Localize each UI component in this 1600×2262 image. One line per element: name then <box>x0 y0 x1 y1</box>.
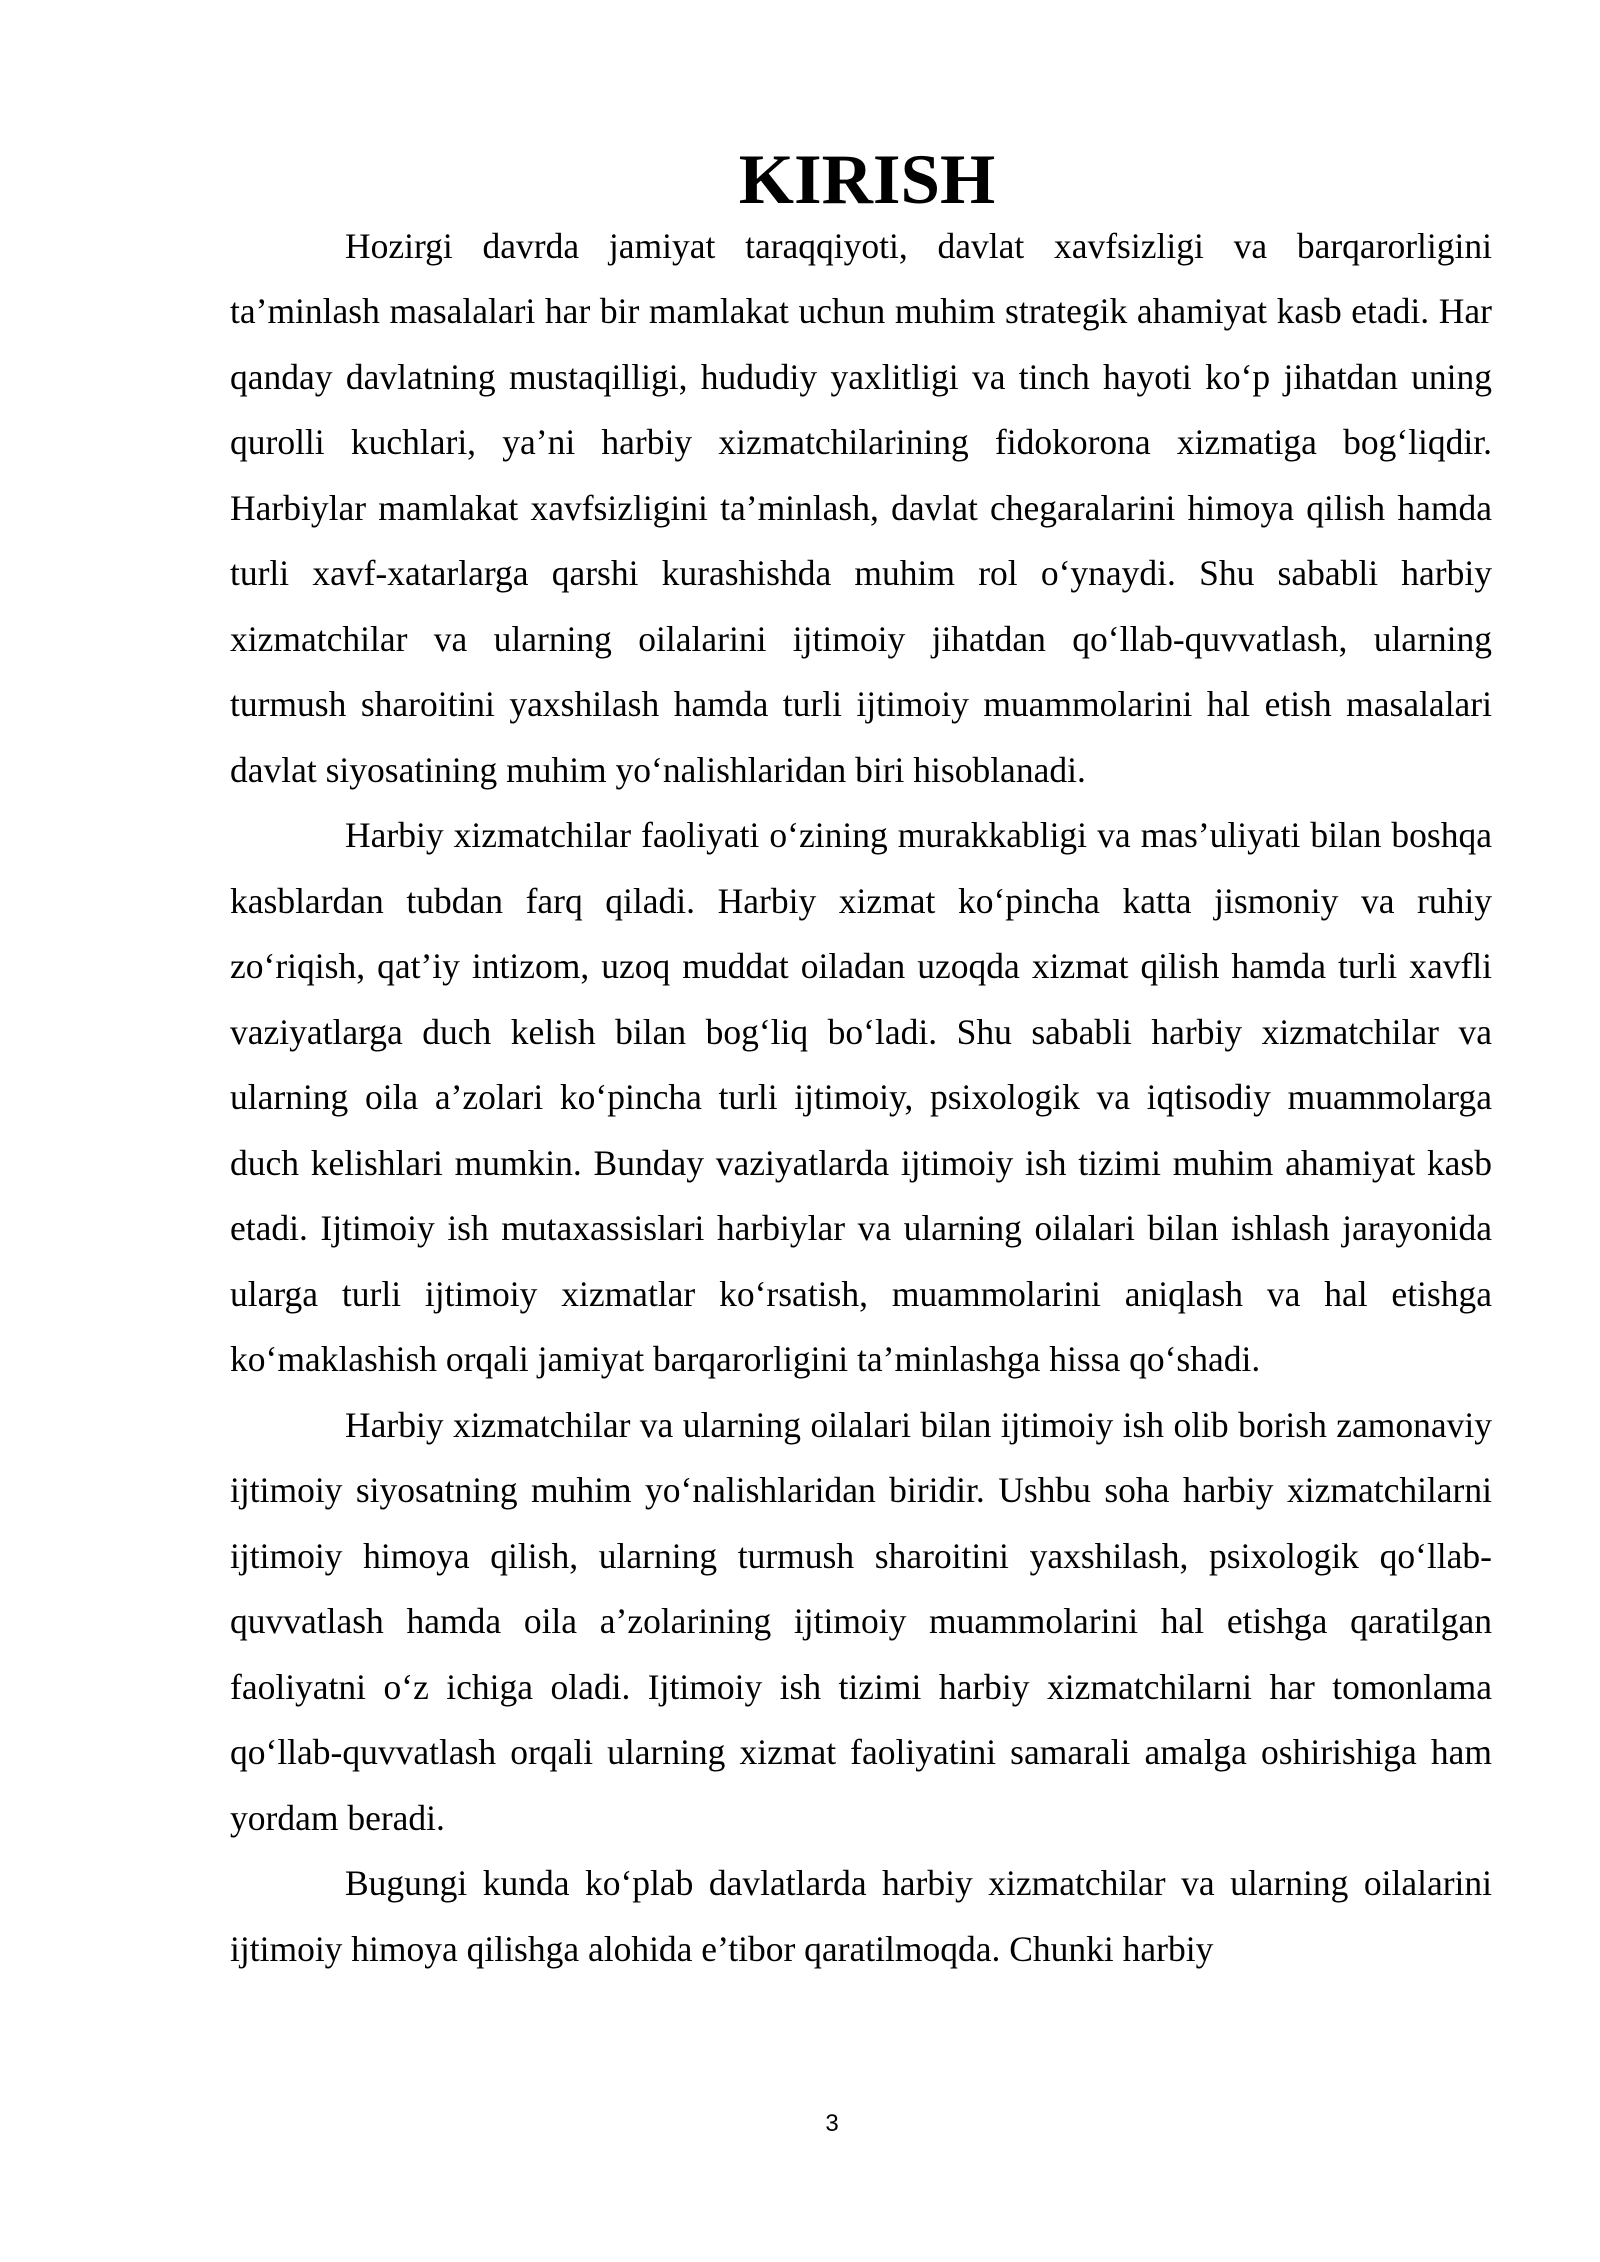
paragraph: Hozirgi davrda jamiyat taraqqiyoti, davlat xavfsizligi va barqarorligini ta’minlash masalalari har bir mamlakat uchun muhim strategik ahamiyat kasb etadi. Har qanday davlatning mustaqilligi, hududiy yaxlitligi va tinch hayoti ko‘p jihatdan uning qurolli kuchlari, ya’ni harbiy xizmatchilarining fidokorona xizmatiga bog‘liqdir. Harbiylar mamlakat xavfsizligini ta’minlash, davlat chegaralarini himoya qilish hamda turli xavf-xatarlarga qarshi kurashishda muhim rol o‘ynaydi. Shu sababli harbiy xizmatchilar va ularning oilalarini ijtimoiy jihatdan qo‘llab-quvvatlash, ularning turmush sharoitini yaxshilash hamda turli ijtimoiy muammolarini hal etish masalalari davlat siyosatining muhim yo‘nalishlaridan biri hisoblanadi. <box>230 225 1492 790</box>
section-heading: KIRISH <box>738 141 996 219</box>
paragraph: Bugungi kunda ko‘plab davlatlarda harbiy xizmatchilar va ularning oilalarini ijtimoiy himoya qilishga alohida e’tibor qaratilmoqda. Chunki harbiy <box>230 1863 1492 1969</box>
paragraph: Harbiy xizmatchilar faoliyati o‘zining murakkabligi va mas’uliyati bilan boshqa kasblardan tubdan farq qiladi. Harbiy xizmat ko‘pincha katta jismoniy va ruhiy zo‘riqish, qat’iy intizom, uzoq muddat oiladan uzoqda xizmat qilish hamda turli xavfli vaziyatlarga duch kelish bilan bog‘liq bo‘ladi. Shu sababli harbiy xizmatchilar va ularning oila a’zolari ko‘pincha turli ijtimoiy, psixologik va iqtisodiy muammolarga duch kelishlari mumkin. Bunday vaziyatlarda ijtimoiy ish tizimi muhim ahamiyat kasb etadi. Ijtimoiy ish mutaxassislari harbiylar va ularning oilalari bilan ishlash jarayonida ularga turli ijtimoiy xizmatlar ko‘rsatish, muammolarini aniqlash va hal etishga ko‘maklashish orqali jamiyat barqarorligini ta’minlashga hissa qo‘shadi. <box>230 815 1492 1379</box>
page-body <box>230 141 1492 1982</box>
paragraph: Harbiy xizmatchilar va ularning oilalari bilan ijtimoiy ish olib borish zamonaviy ijtimoiy siyosatning muhim yo‘nalishlaridan biridir. Ushbu soha harbiy xizmatchilarni ijtimoiy himoya qilish, ularning turmush sharoitini yaxshilash, psixologik qo‘llab-quvvatlash hamda oila a’zolarining ijtimoiy muammolarini hal etishga qaratilgan faoliyatni o‘z ichiga oladi. Ijtimoiy ish tizimi harbiy xizmatchilarni har tomonlama qo‘llab-quvvatlash orqali ularning xizmat faoliyatini samarali amalga oshirishiga ham yordam beradi. <box>230 1404 1492 1838</box>
page-number: 3 <box>825 2110 839 2137</box>
